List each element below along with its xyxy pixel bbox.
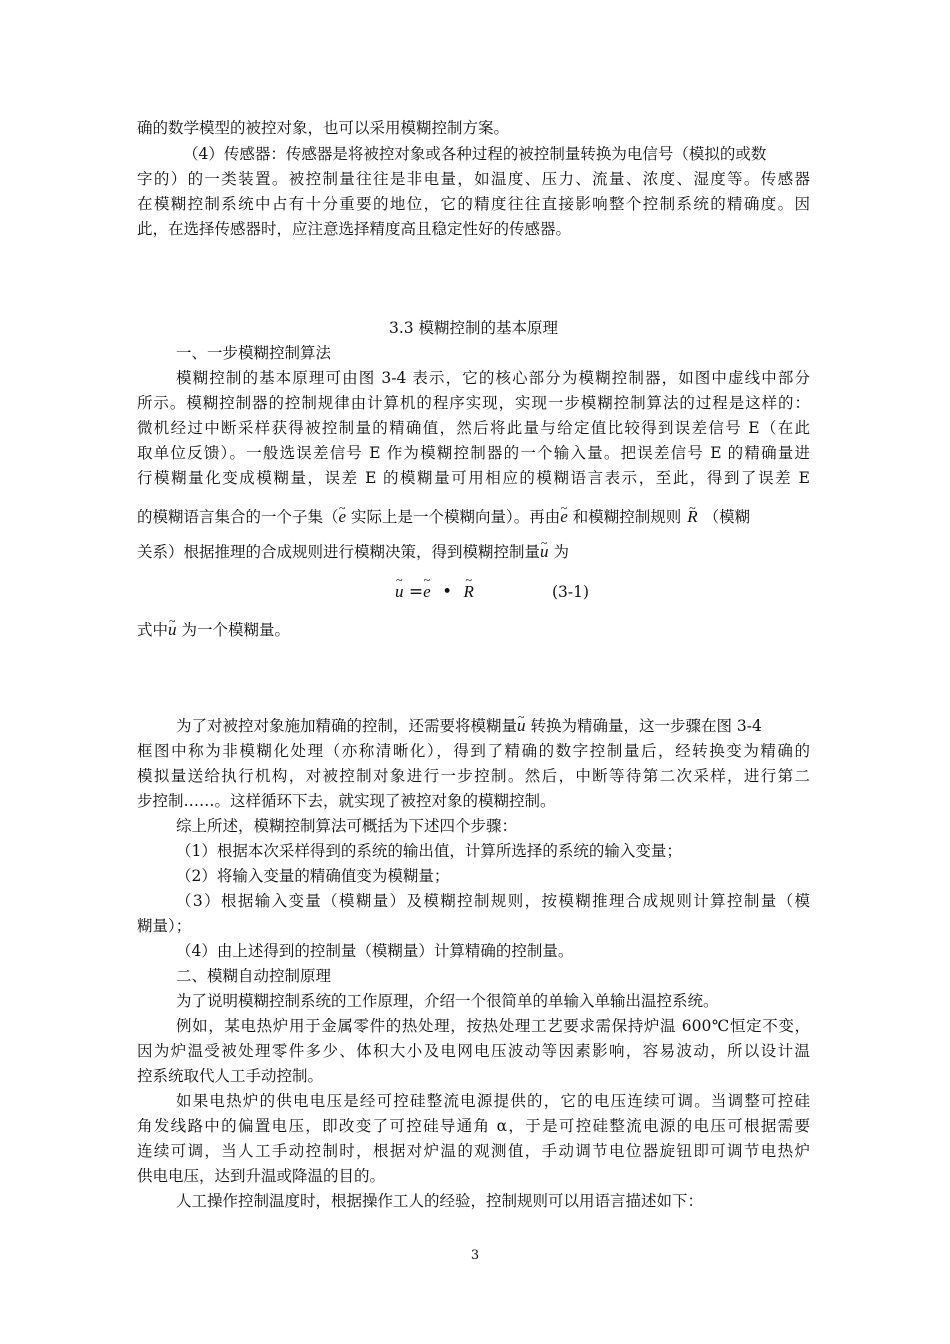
text-line: 人工操作控制温度时，根据操作工人的经验，控制规则可以用语言描述如下： <box>176 1192 704 1210</box>
fuzzy-u-symbol: ~ u <box>517 716 526 736</box>
list-item: （3）根据输入变量（模糊量）及模糊控制规则，按模糊推理合成规则计算控制量（模 <box>176 892 810 910</box>
text-fragment: 为 <box>548 543 569 561</box>
fuzzy-u-symbol: ~ u <box>395 582 404 602</box>
text-line: 控系统取代人工手动控制。 <box>137 1067 324 1085</box>
text-line: 取单位反馈）。一般选误差信号 E 作为模糊控制器的一个输入量。把误差信号 E 的精确量进 <box>137 444 810 462</box>
text-fragment: 实际上是一个模糊向量）。再由 <box>346 508 561 526</box>
text-fragment: 式中 <box>137 621 169 639</box>
text-line: 字的）的一类装置。被控制量往往是非电量，如温度、压力、流量、浓度、湿度等。传感器 <box>137 170 810 188</box>
text-line: 模拟量送给执行机构，对被控制对象进行一步控制。然后，中断等待第二次采样，进行第二 <box>137 767 810 785</box>
text-line: 供电电压，达到升温或降温的目的。 <box>137 1167 386 1185</box>
list-item: （4）由上述得到的控制量（模糊量）计算精确的控制量。 <box>176 942 574 960</box>
text-line: 微机经过中断采样获得被控制量的精确值，然后将此量与给定值比较得到误差信号 E（在此 <box>137 419 810 437</box>
text-line: 此，在选择传感器时，应注意选择精度高且稳定性好的传感器。 <box>137 220 572 238</box>
fuzzy-e-symbol: ~ e <box>423 582 431 602</box>
fuzzy-u-symbol: ~ u <box>540 542 549 562</box>
text-line: 框图中称为非模糊化处理（亦称清晰化），得到了精确的数字控制量后，经转换变为精确的 <box>137 742 810 760</box>
text-line: 步控制……。这样循环下去，就实现了被控对象的模糊控制。 <box>137 792 556 810</box>
text-fragment: （模糊 <box>703 508 751 526</box>
text-fragment: 的模糊语言集合的一个子集（ <box>137 508 339 526</box>
text-line: 确的数学模型的被控对象，也可以采用模糊控制方案。 <box>137 119 510 137</box>
text-fragment: 关系）根据推理的合成规则进行模糊决策，得到模糊控制量 <box>137 543 541 561</box>
text-line: 行模糊量化变成模糊量，误差 E 的模糊量可用相应的模糊语言表示，至此，得到了误差 E <box>137 469 810 487</box>
text-fragment: 转换为精确量，这一步骤在图 3-4 <box>525 717 762 735</box>
fuzzy-r-symbol: ~ R <box>464 582 474 602</box>
subsection-heading: 二、模糊自动控制原理 <box>176 967 332 985</box>
subsection-heading: 一、一步模糊控制算法 <box>176 344 332 362</box>
fuzzy-r-symbol: ~ R <box>687 507 697 527</box>
text-line: 综上所述，模糊控制算法可概括为下述四个步骤： <box>176 817 518 835</box>
composition-operator: • <box>442 582 453 602</box>
list-item: （2）将输入变量的精确值变为模糊量； <box>176 867 450 885</box>
text-line: 角发线路中的偏置电压，即改变了可控硅导通角 α，于是可控硅整流电源的电压可根据需要 <box>137 1117 810 1135</box>
text-line: 在模糊控制系统中占有十分重要的地位，它的精度往往直接影响整个控制系统的精确度。因 <box>137 195 810 213</box>
text-line-with-math <box>137 507 810 527</box>
list-item: 糊量）； <box>137 917 192 935</box>
text-fragment: 为了对被控对象施加精确的控制，还需要将模糊量 <box>176 717 518 735</box>
equation <box>395 582 474 602</box>
text-line-with-math <box>137 542 810 562</box>
text-line: 所示。模糊控制器的控制规律由计算机的程序实现，实现一步模糊控制算法的过程是这样的： <box>137 394 810 412</box>
text-line: 因为炉温受被处理零件多少、体积大小及电网电压波动等因素影响，容易波动，所以设计温 <box>137 1042 810 1060</box>
fuzzy-u-symbol: ~ u <box>168 620 177 640</box>
fuzzy-e-symbol: ~ e <box>339 507 347 527</box>
text-line: 为了说明模糊控制系统的工作原理，介绍一个很简单的单输入单输出温控系统。 <box>176 992 719 1010</box>
text-fragment: 和模糊控制规则 <box>567 508 682 526</box>
section-title: 3.3 模糊控制的基本原理 <box>388 319 559 337</box>
text-line-with-math <box>137 620 810 640</box>
text-line-with-math <box>176 716 810 736</box>
text-line: 模糊控制的基本原理可由图 3-4 表示，它的核心部分为模糊控制器，如图中虚线中部分 <box>176 369 810 387</box>
equation-number: (3-1) <box>552 583 590 601</box>
text-line: 连续可调，当人工手动控制时，根据对炉温的观测值，手动调节电位器旋钮即可调节电热炉 <box>137 1142 810 1160</box>
text-line: （4）传感器：传感器是将被控对象或各种过程的被控制量转换为电信号（模拟的或数 <box>183 145 767 163</box>
list-item: （1）根据本次采样得到的系统的输出值，计算所选择的系统的输入变量； <box>176 842 682 860</box>
page-number: 3 <box>470 1248 480 1263</box>
fuzzy-e-symbol: ~ e <box>560 507 568 527</box>
text-line: 如果电热炉的供电电压是经可控硅整流电源提供的，它的电压连续可调。当调整可控硅 <box>176 1092 810 1110</box>
text-line: 例如，某电热炉用于金属零件的热处理，按热处理工艺要求需保持炉温 600℃恒定不变， <box>176 1017 810 1035</box>
text-fragment: 为一个模糊量。 <box>176 621 290 639</box>
equals-operator: = <box>408 582 424 602</box>
